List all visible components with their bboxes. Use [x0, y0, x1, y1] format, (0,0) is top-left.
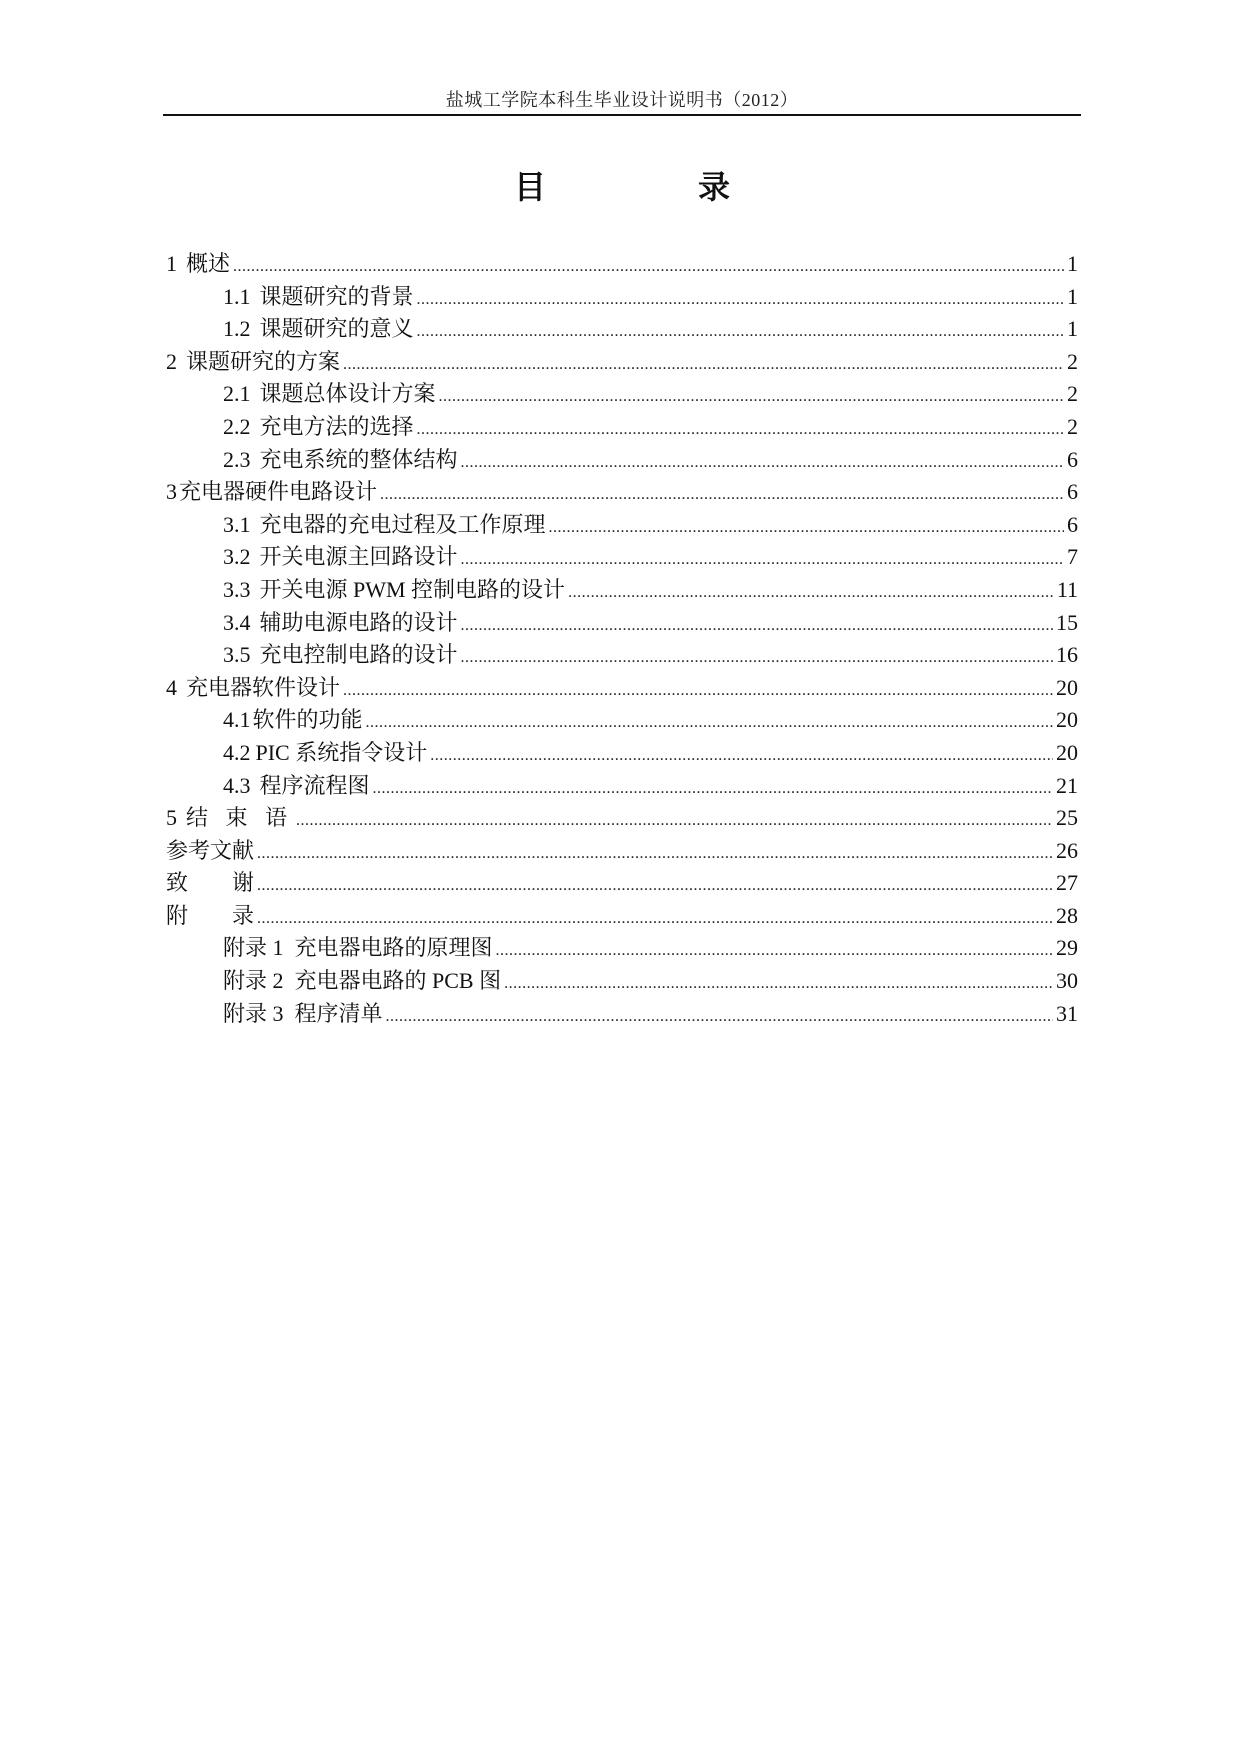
toc-leader-dots — [296, 805, 1053, 838]
toc-leader-dots — [386, 1001, 1053, 1034]
toc-entry-number: 5 — [166, 805, 177, 831]
toc-entry-page: 1 — [1067, 251, 1078, 276]
toc-entry-label: 课题研究的意义 — [259, 316, 414, 342]
toc-entry-page: 1 — [1067, 283, 1078, 309]
toc-entry-label: 附 录 — [166, 902, 255, 928]
toc-entry-label: 致 谢 — [166, 870, 255, 896]
toc-entry-page: 27 — [1056, 870, 1078, 896]
toc-entry[interactable] — [166, 509, 1078, 542]
toc-leader-dots — [366, 707, 1053, 740]
toc-entry-label: 参考文献 — [166, 837, 255, 863]
toc-entry-label: 课题研究的背景 — [259, 283, 414, 309]
toc-entry-label: 结 束 语 — [186, 805, 294, 831]
toc-leader-dots — [417, 284, 1064, 317]
toc-entry[interactable] — [166, 867, 1078, 900]
toc-entry-label: 充电器硬件电路设计 — [179, 479, 378, 505]
toc-entry-label: 课题研究的方案 — [186, 348, 341, 374]
toc-leader-dots — [461, 610, 1053, 643]
toc-entry-number: 4 — [166, 674, 177, 700]
toc-entry[interactable] — [166, 411, 1078, 444]
toc-entry[interactable] — [166, 704, 1078, 737]
toc-entry-number: 3.4 — [223, 609, 251, 635]
toc-entry-number: 3.1 — [223, 511, 251, 537]
toc-entry-page: 25 — [1056, 805, 1078, 831]
toc-entry[interactable] — [166, 313, 1078, 346]
toc-entry-label: 辅助电源电路的设计 — [259, 609, 458, 635]
toc-entry-page: 2 — [1067, 381, 1078, 407]
toc-entry[interactable] — [166, 900, 1078, 933]
toc-entry-number: 2.2 — [223, 413, 251, 439]
toc-entry-page: 20 — [1056, 707, 1078, 733]
toc-entry[interactable] — [166, 639, 1078, 672]
toc-entry-number: 1.1 — [223, 283, 251, 309]
toc-entry-number: 3.5 — [223, 642, 251, 668]
toc-entry-page: 16 — [1056, 642, 1078, 668]
toc-leader-dots — [417, 414, 1064, 447]
toc-entry-page: 6 — [1067, 511, 1078, 537]
toc-title: 目 录 — [513, 168, 790, 206]
toc-leader-dots — [343, 349, 1064, 382]
toc-entry-page: 11 — [1056, 576, 1078, 602]
toc-entry-page: 26 — [1056, 837, 1078, 863]
header-rule — [163, 114, 1081, 116]
toc-entry-page: 30 — [1056, 968, 1078, 994]
toc-entry-page: 1 — [1067, 316, 1078, 342]
running-header: 盐城工学院本科生毕业设计说明书（2012） — [445, 90, 799, 110]
toc-entry-number: 2 — [166, 348, 177, 374]
toc-leader-dots — [461, 544, 1064, 577]
toc-entry-label: 充电系统的整体结构 — [259, 446, 458, 472]
toc-entry[interactable] — [166, 770, 1078, 803]
toc-entry[interactable] — [166, 802, 1078, 835]
toc-entry-number: 3.3 — [223, 576, 251, 602]
toc-entry[interactable] — [166, 574, 1078, 607]
toc-entry-page: 7 — [1067, 544, 1078, 570]
toc-entry-number: 1.2 — [223, 316, 251, 342]
toc-leader-dots — [380, 479, 1064, 512]
toc-leader-dots — [343, 675, 1053, 708]
toc-entry-label: 附录 3 程序清单 — [223, 1000, 383, 1026]
toc-entry[interactable] — [166, 607, 1078, 640]
toc-entry-number: 4.1 — [223, 707, 251, 733]
toc-entry[interactable] — [166, 835, 1078, 868]
toc-leader-dots — [257, 870, 1053, 903]
toc-entry-page: 20 — [1056, 674, 1078, 700]
toc-leader-dots — [373, 773, 1053, 806]
toc-entry-page: 2 — [1067, 348, 1078, 374]
toc-entry-page: 31 — [1056, 1000, 1078, 1026]
toc-entry[interactable] — [166, 444, 1078, 477]
toc-leader-dots — [549, 512, 1064, 545]
toc-entry-page: 15 — [1056, 609, 1078, 635]
toc-entry[interactable] — [166, 932, 1078, 965]
toc-entry[interactable] — [166, 965, 1078, 998]
toc-entry-number: 3.2 — [223, 544, 251, 570]
toc-entry[interactable] — [166, 281, 1078, 314]
toc-entry[interactable] — [166, 737, 1078, 770]
toc-leader-dots — [417, 316, 1064, 349]
toc-entry-label: 充电方法的选择 — [259, 413, 414, 439]
toc-entry-number: 2.1 — [223, 381, 251, 407]
toc-leader-dots — [257, 838, 1053, 871]
toc-entry-page: 28 — [1056, 902, 1078, 928]
toc-leader-dots — [439, 381, 1064, 414]
toc-entry-label: PIC 系统指令设计 — [255, 739, 428, 765]
toc-entry[interactable] — [166, 476, 1078, 509]
toc-entry[interactable] — [166, 346, 1078, 379]
toc-entry-label: 充电器的充电过程及工作原理 — [259, 511, 546, 537]
toc-entry-page: 2 — [1067, 413, 1078, 439]
toc-leader-dots — [504, 968, 1053, 1001]
toc-entry-label: 附录 1 充电器电路的原理图 — [223, 935, 493, 961]
toc-entry-page: 29 — [1056, 935, 1078, 961]
toc-entry-label: 程序流程图 — [259, 772, 370, 798]
table-of-contents — [166, 248, 1078, 1030]
toc-entry-number: 4.3 — [223, 772, 251, 798]
toc-entry-label: 软件的功能 — [252, 707, 363, 733]
toc-entry-number: 4.2 — [223, 739, 251, 765]
toc-entry-label: 开关电源主回路设计 — [259, 544, 458, 570]
toc-leader-dots — [496, 935, 1053, 968]
toc-entry-page: 6 — [1067, 446, 1078, 472]
toc-entry-label: 概述 — [186, 251, 231, 276]
toc-entry[interactable] — [166, 248, 1078, 281]
toc-entry[interactable] — [166, 378, 1078, 411]
toc-leader-dots — [430, 740, 1053, 773]
toc-entry-label: 附录 2 充电器电路的 PCB 图 — [223, 968, 502, 994]
toc-leader-dots — [233, 251, 1064, 284]
toc-leader-dots — [568, 577, 1054, 610]
toc-entry[interactable] — [166, 998, 1078, 1031]
toc-entry-number: 3 — [166, 479, 177, 505]
toc-entry-label: 充电器软件设计 — [186, 674, 341, 700]
toc-entry-page: 21 — [1056, 772, 1078, 798]
toc-entry-number: 1 — [166, 251, 177, 276]
toc-entry-label: 充电控制电路的设计 — [259, 642, 458, 668]
toc-leader-dots — [257, 903, 1053, 936]
toc-entry-label: 开关电源 PWM 控制电路的设计 — [259, 576, 566, 602]
toc-entry[interactable] — [166, 541, 1078, 574]
toc-leader-dots — [461, 642, 1053, 675]
toc-entry-label: 课题总体设计方案 — [259, 381, 436, 407]
toc-entry-page: 20 — [1056, 739, 1078, 765]
toc-leader-dots — [461, 447, 1064, 480]
toc-entry-page: 6 — [1067, 479, 1078, 505]
toc-entry[interactable] — [166, 672, 1078, 705]
toc-entry-number: 2.3 — [223, 446, 251, 472]
